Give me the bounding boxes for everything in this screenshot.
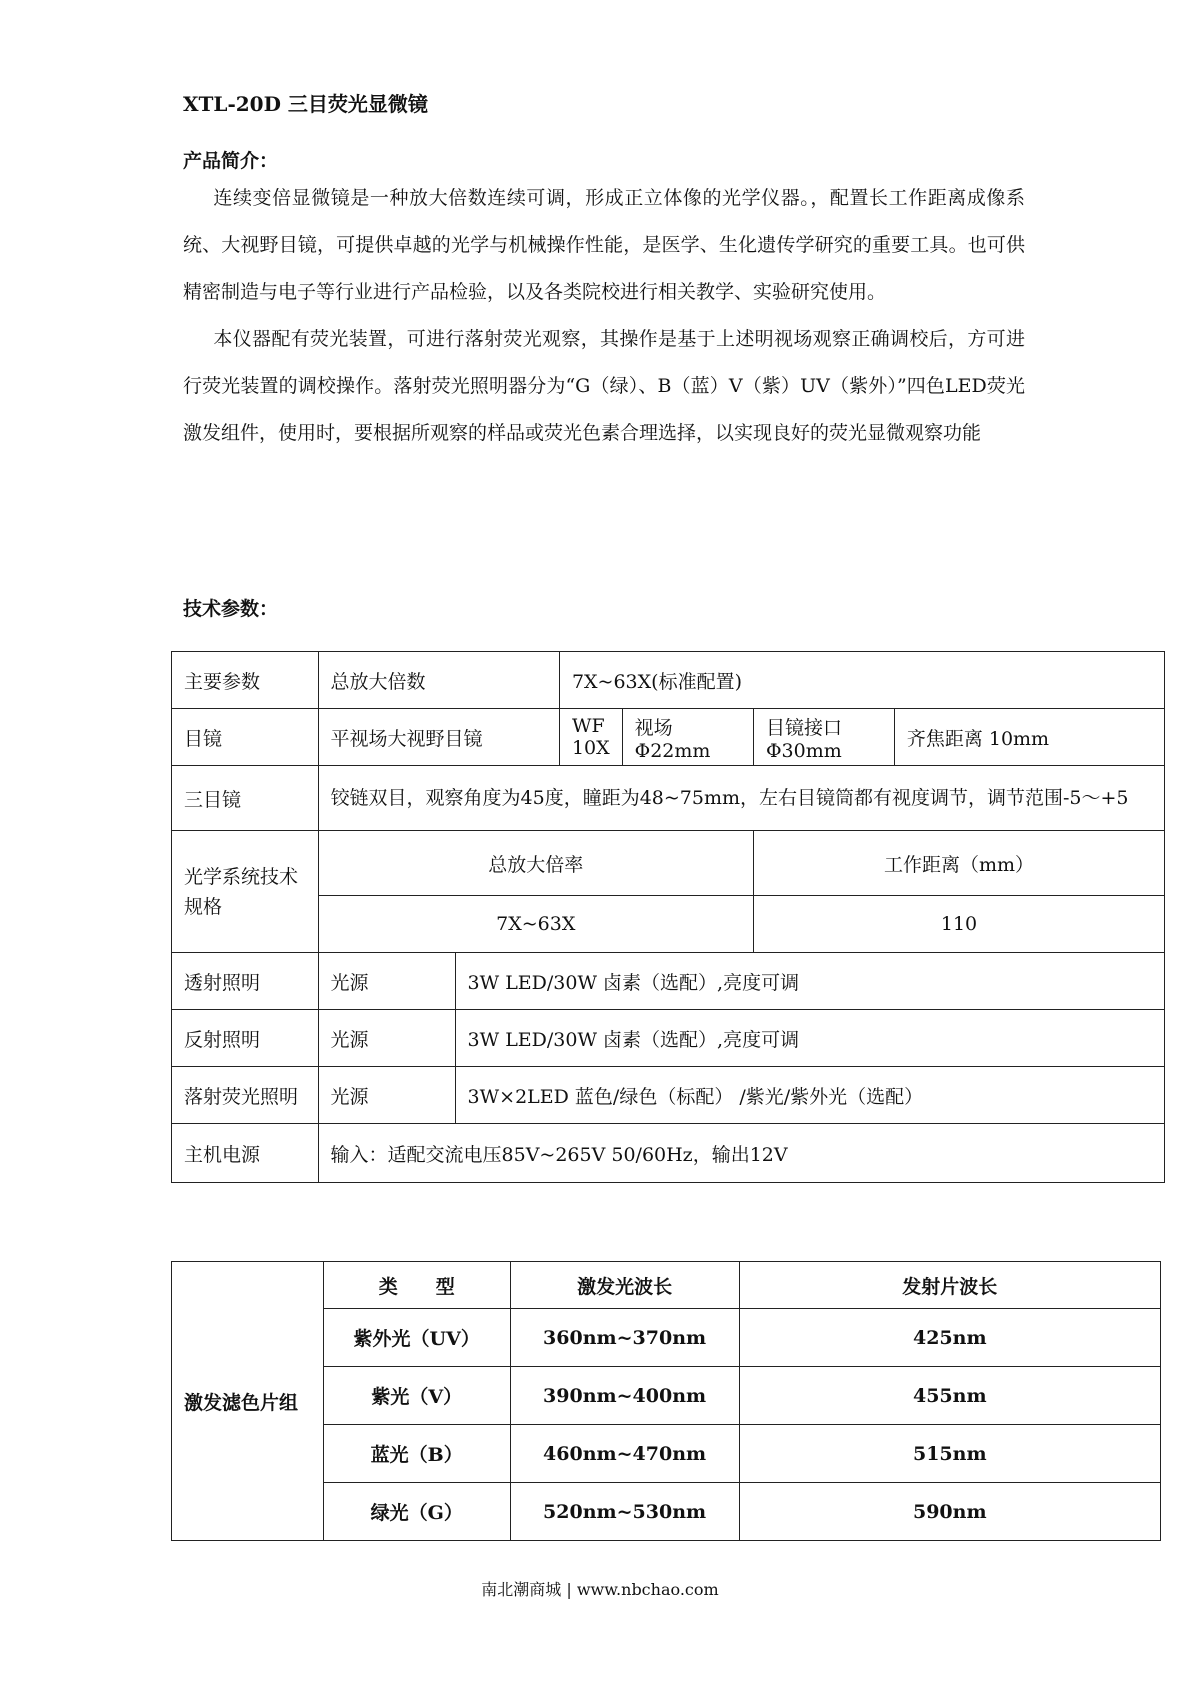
spec-heading: 技术参数： — [183, 598, 279, 620]
cell-eyepiece-interface: 目镜接口Φ30mm — [753, 709, 894, 766]
cell-trinocular-label: 三目镜 — [172, 766, 319, 831]
cell-power-label: 主机电源 — [172, 1124, 319, 1183]
cell-optics-col1-header: 总放大倍率 — [318, 831, 753, 896]
cell-main-value: 7X~63X(标准配置) — [559, 652, 1164, 709]
spec-row-fluorescence — [172, 1067, 1165, 1124]
cell-power-value: 输入：适配交流电压85V~265V 50/60Hz，输出12V — [318, 1124, 1164, 1183]
cell-main-label: 主要参数 — [172, 652, 319, 709]
cell-optics-col2-header: 工作距离（mm） — [753, 831, 1164, 896]
filter-emission: 455nm — [739, 1367, 1160, 1425]
spec-row-trinocular — [172, 766, 1165, 831]
cell-transmitted-label: 透射照明 — [172, 953, 319, 1010]
cell-eyepiece-name: 平视场大视野目镜 — [318, 709, 559, 766]
filter-excitation: 360nm~370nm — [510, 1309, 739, 1367]
cell-eyepiece-model: WF 10X — [559, 709, 622, 766]
filter-emission: 425nm — [739, 1309, 1160, 1367]
filter-header-emission: 发射片波长 — [739, 1262, 1160, 1309]
intro-text — [183, 175, 1025, 457]
cell-optics-label: 光学系统技术规格 — [172, 831, 319, 953]
filter-header-excitation: 激发光波长 — [510, 1262, 739, 1309]
cell-optics-col1-value: 7X~63X — [318, 896, 753, 953]
filter-type: 绿光（G） — [323, 1483, 510, 1541]
cell-eyepiece-parfocal: 齐焦距离 10mm — [894, 709, 1164, 766]
cell-eyepiece-label: 目镜 — [172, 709, 319, 766]
spec-row-power — [172, 1124, 1165, 1183]
cell-transmitted-value: 3W LED/30W 卤素（选配）,亮度可调 — [455, 953, 1164, 1010]
cell-reflected-name: 光源 — [318, 1010, 455, 1067]
filter-table — [171, 1261, 1161, 1541]
filter-type: 紫外光（UV） — [323, 1309, 510, 1367]
cell-trinocular-value: 铰链双目，观察角度为45度，瞳距为48~75mm，左右目镜筒都有视度调节，调节范围-5～+5 — [318, 766, 1164, 831]
cell-main-name: 总放大倍数 — [318, 652, 559, 709]
intro-paragraph-1: 连续变倍显微镜是一种放大倍数连续可调，形成正立体像的光学仪器。，配置长工作距离成像系统、大视野目镜，可提供卓越的光学与机械操作性能，是医学、生化遗传学研究的重要工具。也可供精密制造与电子等行业进行产品检验，以及各类院校进行相关教学、实验研究使用。 — [183, 187, 1025, 303]
cell-fluorescence-name: 光源 — [318, 1067, 455, 1124]
filter-group-label: 激发滤色片组 — [172, 1262, 324, 1541]
cell-transmitted-name: 光源 — [318, 953, 455, 1010]
cell-fluorescence-label: 落射荧光照明 — [172, 1067, 319, 1124]
filter-type: 蓝光（B） — [323, 1425, 510, 1483]
page-title: XTL-20D 三目荧光显微镜 — [183, 92, 428, 116]
cell-reflected-label: 反射照明 — [172, 1010, 319, 1067]
filter-emission: 515nm — [739, 1425, 1160, 1483]
intro-heading: 产品简介： — [183, 150, 279, 172]
filter-header-row — [172, 1262, 1161, 1309]
filter-excitation: 520nm~530nm — [510, 1483, 739, 1541]
spec-row-reflected — [172, 1010, 1165, 1067]
filter-type: 紫光（V） — [323, 1367, 510, 1425]
spec-table — [171, 651, 1165, 1183]
filter-excitation: 460nm~470nm — [510, 1425, 739, 1483]
spec-row-transmitted — [172, 953, 1165, 1010]
page-footer: 南北潮商城 | www.nbchao.com — [481, 1580, 719, 1599]
spec-row-optics-values — [172, 896, 1165, 953]
cell-optics-col2-value: 110 — [753, 896, 1164, 953]
filter-emission: 590nm — [739, 1483, 1160, 1541]
cell-reflected-value: 3W LED/30W 卤素（选配）,亮度可调 — [455, 1010, 1164, 1067]
cell-eyepiece-field: 视场Φ22mm — [622, 709, 753, 766]
filter-header-type: 类 型 — [323, 1262, 510, 1309]
spec-row-main — [172, 652, 1165, 709]
intro-paragraph-2: 本仪器配有荧光装置，可进行落射荧光观察，其操作是基于上述明视场观察正确调校后，方可进行荧光装置的调校操作。落射荧光照明器分为“G（绿）、B（蓝）V（紫）UV（紫外）”四色LED荧光激发组件，使用时，要根据所观察的样品或荧光色素合理选择，以实现良好的荧光显微观察功能 — [183, 328, 1025, 444]
spec-row-eyepiece — [172, 709, 1165, 766]
spec-row-optics-header — [172, 831, 1165, 896]
filter-excitation: 390nm~400nm — [510, 1367, 739, 1425]
cell-fluorescence-value: 3W×2LED 蓝色/绿色（标配） /紫光/紫外光（选配） — [455, 1067, 1164, 1124]
